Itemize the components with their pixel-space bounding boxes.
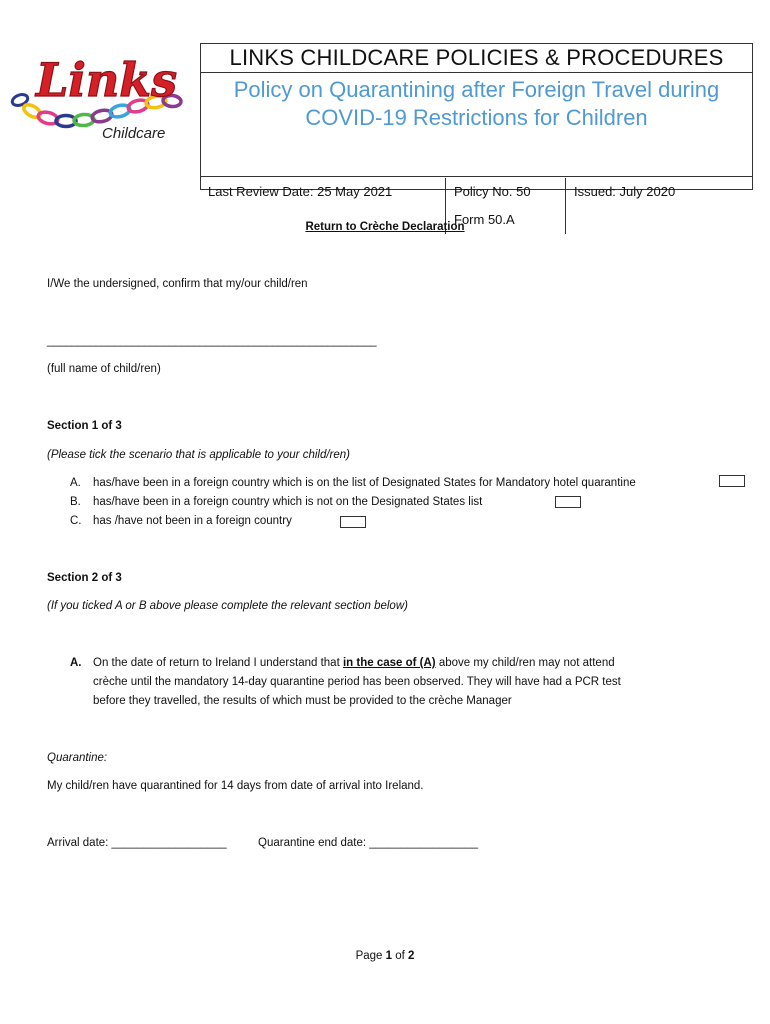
child-name-line[interactable]: ______________________________________________________: [47, 335, 377, 347]
option-a-letter: A.: [70, 477, 81, 489]
clause-a-line2: crèche until the mandatory 14-day quarantine period has been observed. They will have had a PCR test: [93, 676, 621, 688]
logo-word: Links: [36, 53, 178, 107]
option-a-checkbox[interactable]: [719, 475, 745, 487]
review-date: Last Review Date: 25 May 2021: [208, 184, 393, 199]
page-number: 1: [385, 950, 393, 962]
chain-logo-graphic: [8, 48, 193, 148]
clause-a-line1-post: above my child/ren may not attend: [435, 657, 615, 669]
option-c-text: has /have not been in a foreign country: [93, 515, 292, 527]
issued-date: Issued: July 2020: [574, 184, 676, 199]
option-c-letter: C.: [70, 515, 82, 527]
clause-a-letter: A.: [70, 657, 82, 669]
arrival-date-field[interactable]: Arrival date: __________________: [47, 837, 227, 849]
option-b-letter: B.: [70, 496, 81, 508]
child-name-caption: (full name of child/ren): [47, 363, 161, 375]
option-c: [0, 515, 770, 535]
page-total: 2: [408, 950, 415, 962]
of-word: of: [395, 950, 405, 962]
option-a-text: has/have been in a foreign country which is on the list of Designated States for Mandatory hotel quarantine: [93, 477, 636, 489]
links-childcare-logo: [8, 48, 193, 148]
policy-number: Policy No. 50: [454, 184, 531, 199]
clause-a-line1-pre: On the date of return to Ireland I understand that: [93, 657, 343, 669]
section1-note: (Please tick the scenario that is applicable to your child/ren): [47, 449, 350, 461]
clause-a-emphasis: in the case of (A): [342, 657, 436, 669]
policy-subtitle-line2: COVID-19 Restrictions for Children: [305, 105, 648, 130]
section1-title: Section 1 of 3: [47, 420, 122, 432]
declaration-heading: Return to Crèche Declaration: [305, 221, 465, 233]
option-c-checkbox[interactable]: [340, 516, 366, 528]
logo-sub: Childcare: [102, 125, 166, 142]
policy-title: LINKS CHILDCARE POLICIES & PROCEDURES: [201, 44, 752, 73]
option-b: [0, 496, 770, 516]
page-footer: [0, 950, 770, 962]
policy-subtitle: [201, 73, 752, 177]
quarantine-label: Quarantine:: [47, 752, 108, 764]
policy-subtitle-line1: Policy on Quarantining after Foreign Travel during: [233, 77, 720, 102]
clause-a-line3: before they travelled, the results of which must be provided to the crèche Manager: [93, 695, 512, 707]
page-word: Page: [355, 950, 383, 962]
section2-note: (If you ticked A or B above please complete the relevant section below): [47, 600, 408, 612]
section2-title: Section 2 of 3: [47, 572, 122, 584]
option-b-checkbox[interactable]: [555, 496, 581, 508]
quarantine-end-date-field[interactable]: Quarantine end date: _________________: [258, 837, 478, 849]
intro-text: I/We the undersigned, confirm that my/our child/ren: [47, 278, 308, 290]
option-b-text: has/have been in a foreign country which is not on the Designated States list: [93, 496, 483, 508]
clause-a-line1: [93, 657, 615, 669]
quarantine-text: My child/ren have quarantined for 14 days from date of arrival into Ireland.: [47, 780, 424, 792]
option-a: [0, 477, 770, 497]
form-number: Form 50.A: [454, 212, 515, 227]
